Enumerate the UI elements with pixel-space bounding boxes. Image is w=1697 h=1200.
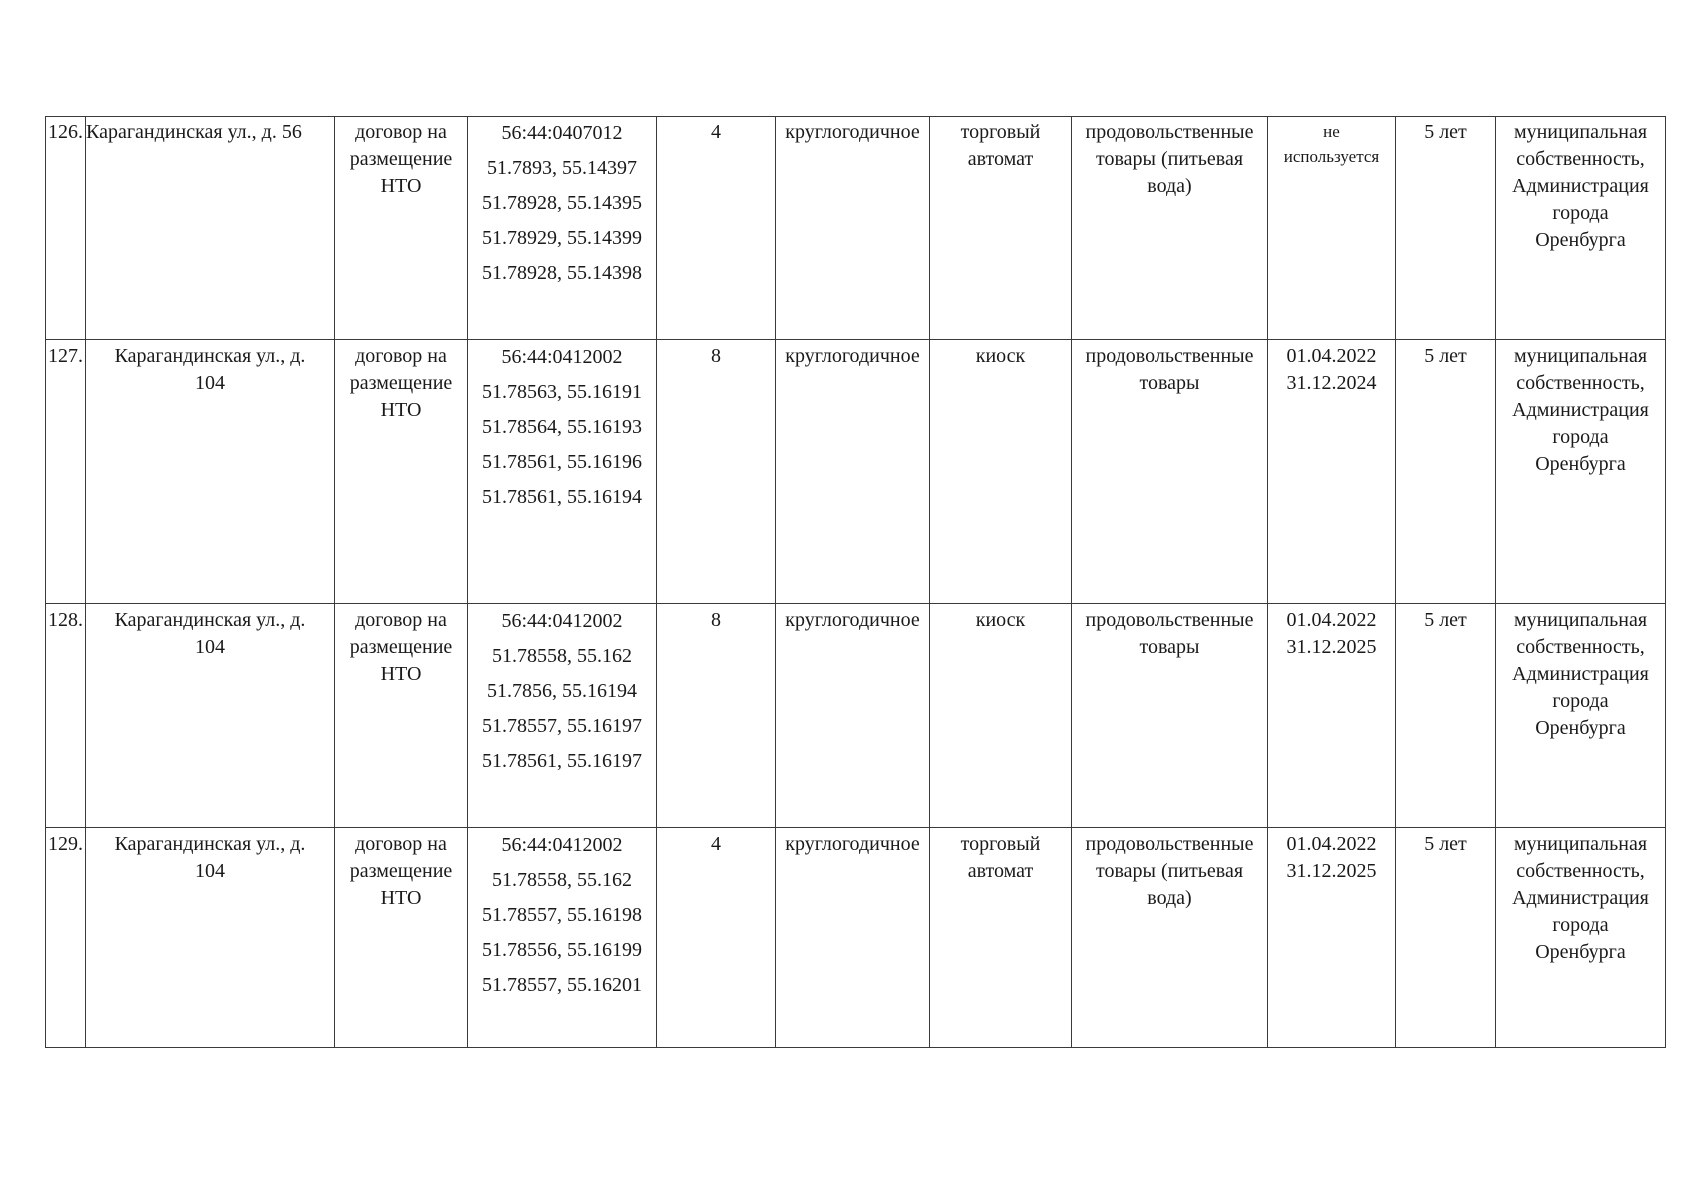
row-number: 128.: [46, 604, 86, 828]
owner-cell: муниципальная собственность, Администрация города Оренбурга: [1496, 117, 1666, 340]
term-cell: 5 лет: [1396, 340, 1496, 604]
season-cell: круглогодичное: [776, 604, 930, 828]
document-cell: договор на размещение НТО: [335, 604, 468, 828]
area-cell: 4: [657, 117, 776, 340]
period-cell: не используется: [1268, 117, 1396, 340]
table-row: [46, 340, 1666, 604]
document-cell: договор на размещение НТО: [335, 117, 468, 340]
row-number: 126.: [46, 117, 86, 340]
owner-cell: муниципальная собственность, Администрация города Оренбурга: [1496, 604, 1666, 828]
address-cell: Карагандинская ул., д. 104: [86, 828, 335, 1048]
document-cell: договор на размещение НТО: [335, 828, 468, 1048]
nto-placement-table: [45, 116, 1666, 1048]
period-cell: 01.04.2022 31.12.2024: [1268, 340, 1396, 604]
season-cell: круглогодичное: [776, 117, 930, 340]
document-cell: договор на размещение НТО: [335, 340, 468, 604]
specialization-cell: продовольственные товары: [1072, 604, 1268, 828]
coordinates-cell: 56:44:0412002 51.78563, 55.16191 51.78564, 55.16193 51.78561, 55.16196 51.78561, 55.16194: [468, 340, 657, 604]
season-cell: круглогодичное: [776, 340, 930, 604]
address-cell: Карагандинская ул., д. 104: [86, 340, 335, 604]
term-cell: 5 лет: [1396, 604, 1496, 828]
period-cell: 01.04.2022 31.12.2025: [1268, 604, 1396, 828]
cadastral-number: 56:44:0412002: [501, 346, 623, 368]
specialization-cell: продовольственные товары (питьевая вода): [1072, 117, 1268, 340]
cadastral-number: 56:44:0412002: [501, 610, 623, 632]
area-cell: 4: [657, 828, 776, 1048]
area-cell: 8: [657, 340, 776, 604]
season-cell: круглогодичное: [776, 828, 930, 1048]
cadastral-number: 56:44:0412002: [501, 834, 623, 856]
specialization-cell: продовольственные товары: [1072, 340, 1268, 604]
owner-cell: муниципальная собственность, Администрация города Оренбурга: [1496, 340, 1666, 604]
address-cell: Карагандинская ул., д. 104: [86, 604, 335, 828]
specialization-cell: продовольственные товары (питьевая вода): [1072, 828, 1268, 1048]
coordinates-cell: 56:44:0412002 51.78558, 55.162 51.7856, 55.16194 51.78557, 55.16197 51.78561, 55.16197: [468, 604, 657, 828]
object-type-cell: киоск: [930, 340, 1072, 604]
row-number: 129.: [46, 828, 86, 1048]
period-cell: 01.04.2022 31.12.2025: [1268, 828, 1396, 1048]
coordinates-cell: 56:44:0412002 51.78558, 55.162 51.78557, 55.16198 51.78556, 55.16199 51.78557, 55.16201: [468, 828, 657, 1048]
area-cell: 8: [657, 604, 776, 828]
object-type-cell: торговый автомат: [930, 828, 1072, 1048]
term-cell: 5 лет: [1396, 828, 1496, 1048]
table-row: [46, 117, 1666, 340]
row-number: 127.: [46, 340, 86, 604]
object-type-cell: киоск: [930, 604, 1072, 828]
object-type-cell: торговый автомат: [930, 117, 1072, 340]
coordinates-cell: 56:44:0407012 51.7893, 55.14397 51.78928, 55.14395 51.78929, 55.14399 51.78928, 55.14398: [468, 117, 657, 340]
address-cell: Карагандинская ул., д. 56: [86, 117, 335, 340]
table-row: [46, 604, 1666, 828]
term-cell: 5 лет: [1396, 117, 1496, 340]
table-row: [46, 828, 1666, 1048]
owner-cell: муниципальная собственность, Администрация города Оренбурга: [1496, 828, 1666, 1048]
cadastral-number: 56:44:0407012: [501, 122, 623, 144]
